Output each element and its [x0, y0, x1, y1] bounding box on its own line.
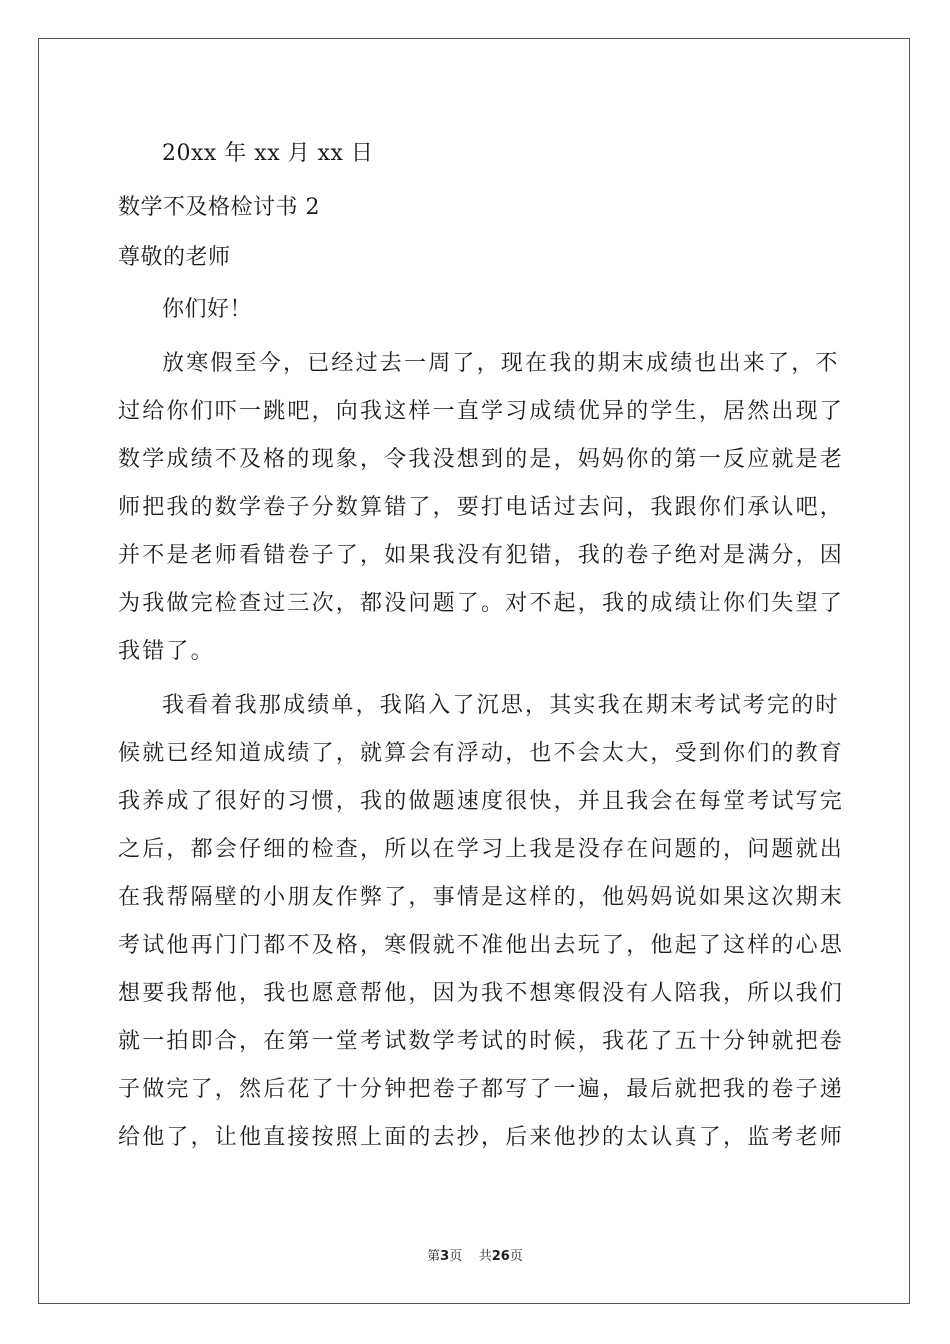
page-prefix: 第	[427, 1249, 441, 1264]
document-body	[118, 130, 845, 1162]
paragraph-line: 为我做完检查过三次，都没问题了。对不起，我的成绩让你们失望了	[118, 591, 845, 616]
paragraph-line: 想要我帮他，我也愿意帮他，因为我不想寒假没有人陪我，所以我们	[118, 981, 845, 1006]
salutation: 尊敬的老师	[118, 245, 231, 270]
total-pages: 26	[491, 1249, 510, 1264]
paragraph-line: 在我帮隔壁的小朋友作弊了，事情是这样的，他妈妈说如果这次期末	[118, 885, 845, 910]
paragraph-line: 过给你们吓一跳吧，向我这样一直学习成绩优异的学生，居然出现了	[118, 399, 845, 424]
paragraph-line: 就一拍即合，在第一堂考试数学考试的时候，我花了五十分钟就把卷	[118, 1029, 845, 1054]
paragraph-line: 放寒假至今，已经过去一周了，现在我的期末成绩也出来了，不	[162, 351, 840, 376]
paragraph-line: 并不是老师看错卷子了，如果我没有犯错，我的卷子绝对是满分，因	[118, 543, 845, 568]
page-footer	[0, 1245, 950, 1264]
date-line: 20xx 年 xx 月 xx 日	[162, 141, 374, 166]
paragraph-1	[118, 340, 845, 676]
total-suffix: 页	[509, 1249, 523, 1264]
page-number: 3	[440, 1249, 450, 1264]
paragraph-line: 子做完了，然后花了十分钟把卷子都写了一遍，最后就把我的卷子递	[118, 1077, 845, 1102]
paragraph-line: 我养成了很好的习惯，我的做题速度很快，并且我会在每堂考试写完	[118, 789, 845, 814]
total-prefix: 共	[478, 1249, 492, 1264]
paragraph-line: 我错了。	[118, 639, 215, 664]
paragraph-line: 考试他再门门都不及格，寒假就不准他出去玩了，他起了这样的心思	[118, 933, 845, 958]
paragraph-line: 师把我的数学卷子分数算错了，要打电话过去问，我跟你们承认吧，	[118, 495, 845, 520]
greeting: 你们好！	[162, 297, 253, 322]
paragraph-line: 候就已经知道成绩了，就算会有浮动，也不会太大，受到你们的教育	[118, 741, 845, 766]
paragraph-line: 数学成绩不及格的现象，令我没想到的是，妈妈你的第一反应就是老	[118, 447, 845, 472]
paragraph-line: 给他了，让他直接按照上面的去抄，后来他抄的太认真了，监考老师	[118, 1125, 845, 1150]
paragraph-2	[118, 682, 845, 1162]
page-suffix: 页	[449, 1249, 463, 1264]
paragraph-line: 我看着我那成绩单，我陷入了沉思，其实我在期末考试考完的时	[162, 693, 840, 718]
paragraph-line: 之后，都会仔细的检查，所以在学习上我是没存在问题的，问题就出	[118, 837, 845, 862]
document-title: 数学不及格检讨书 2	[118, 195, 320, 220]
